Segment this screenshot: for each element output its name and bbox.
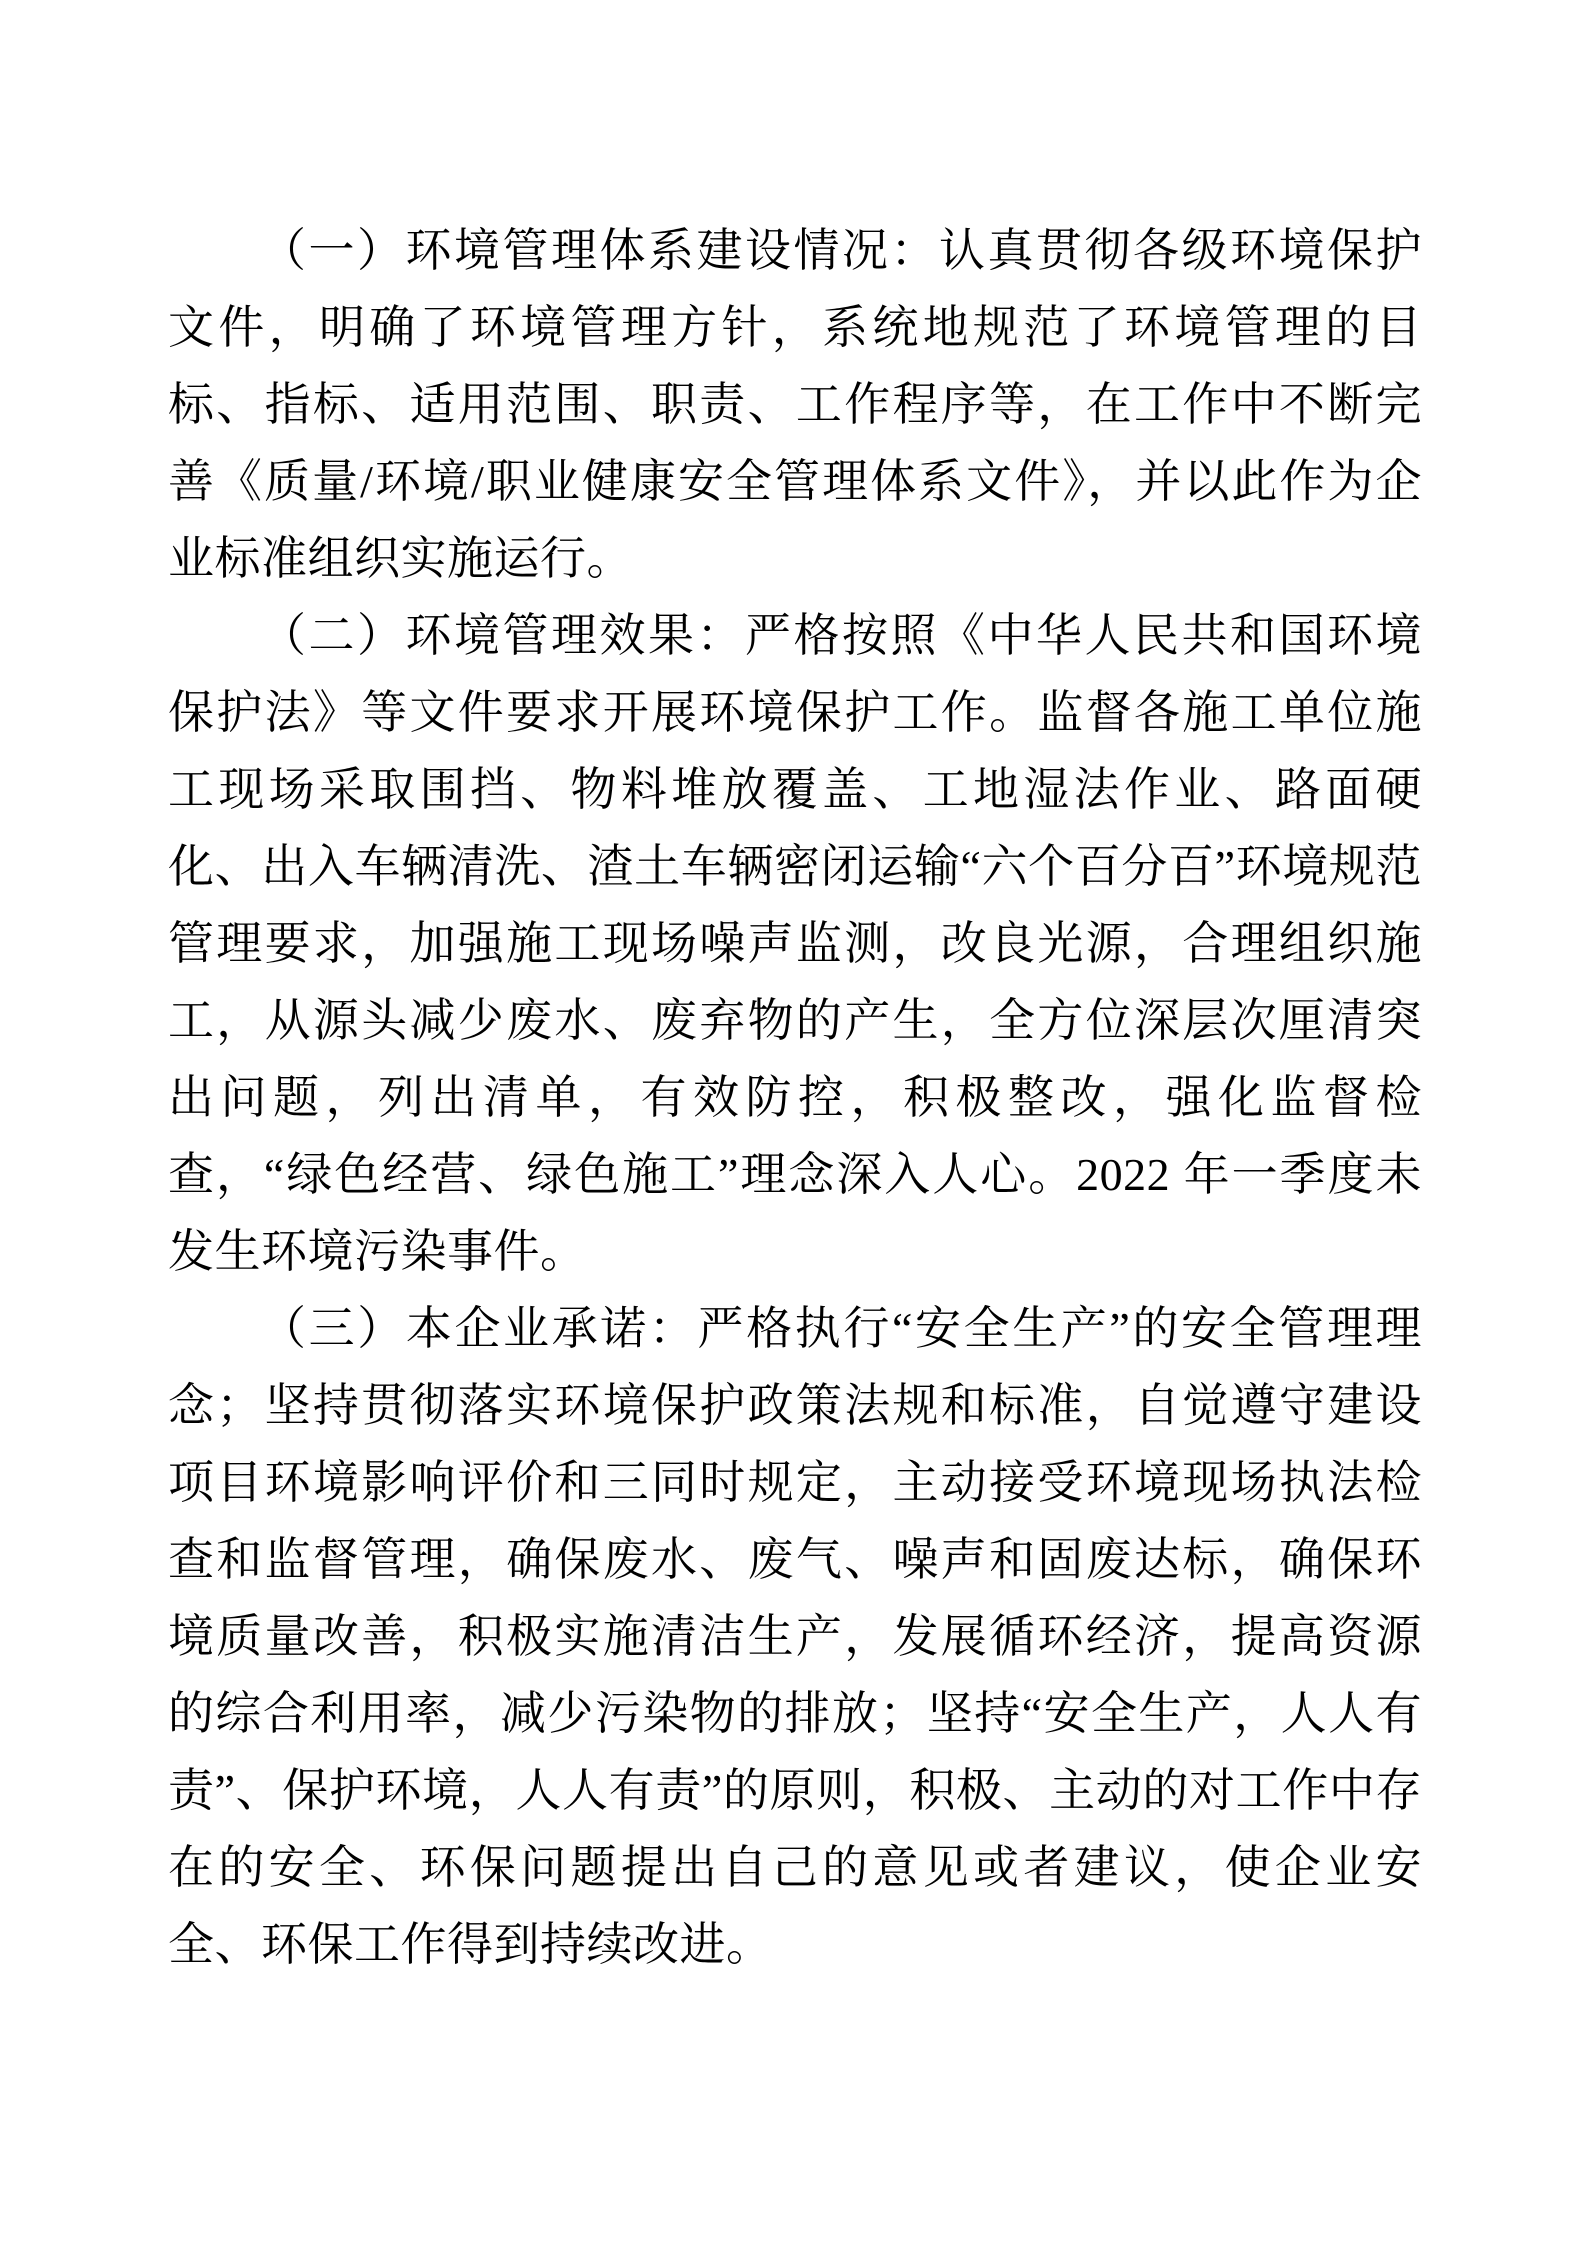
paragraph-environment-management-system: （一）环境管理体系建设情况：认真贯彻各级环境保护文件，明确了环境管理方针，系统地规范了环境管理的目标、指标、适用范围、职责、工作程序等，在工作中不断完善《质量/环境/职业健康安全管理体系文件》，并以此作为企业标准组织实施运行。 [168,225,1422,584]
paragraph-enterprise-commitment: （三）本企业承诺：严格执行“安全生产”的安全管理理念；坚持贯彻落实环境保护政策法规和标准，自觉遵守建设项目环境影响评价和三同时规定，主动接受环境现场执法检查和监督管理，确保废水、废气、噪声和固废达标，确保环境质量改善，积极实施清洁生产，发展循环经济，提高资源的综合利用率，减少污染物的排放；坚持“安全生产，人人有责”、保护环境，人人有责”的原则，积极、主动的对工作中存在的安全、环保问题提出自己的意见或者建议，使企业安全、环保工作得到持续改进。 [168,1303,1422,1970]
paragraph-environment-management-results: （二）环境管理效果：严格按照《中华人民共和国环境保护法》等文件要求开展环境保护工作。监督各施工单位施工现场采取围挡、物料堆放覆盖、工地湿法作业、路面硬化、出入车辆清洗、渣土车辆密闭运输“六个百分百”环境规范管理要求，加强施工现场噪声监测，改良光源，合理组织施工，从源头减少废水、废弃物的产生，全方位深层次厘清突出问题，列出清单，有效防控，积极整改，强化监督检查，“绿色经营、绿色施工”理念深入人心。2022 年一季度未发生环境污染事件。 [168,610,1422,1277]
document-body [168,212,1422,1983]
